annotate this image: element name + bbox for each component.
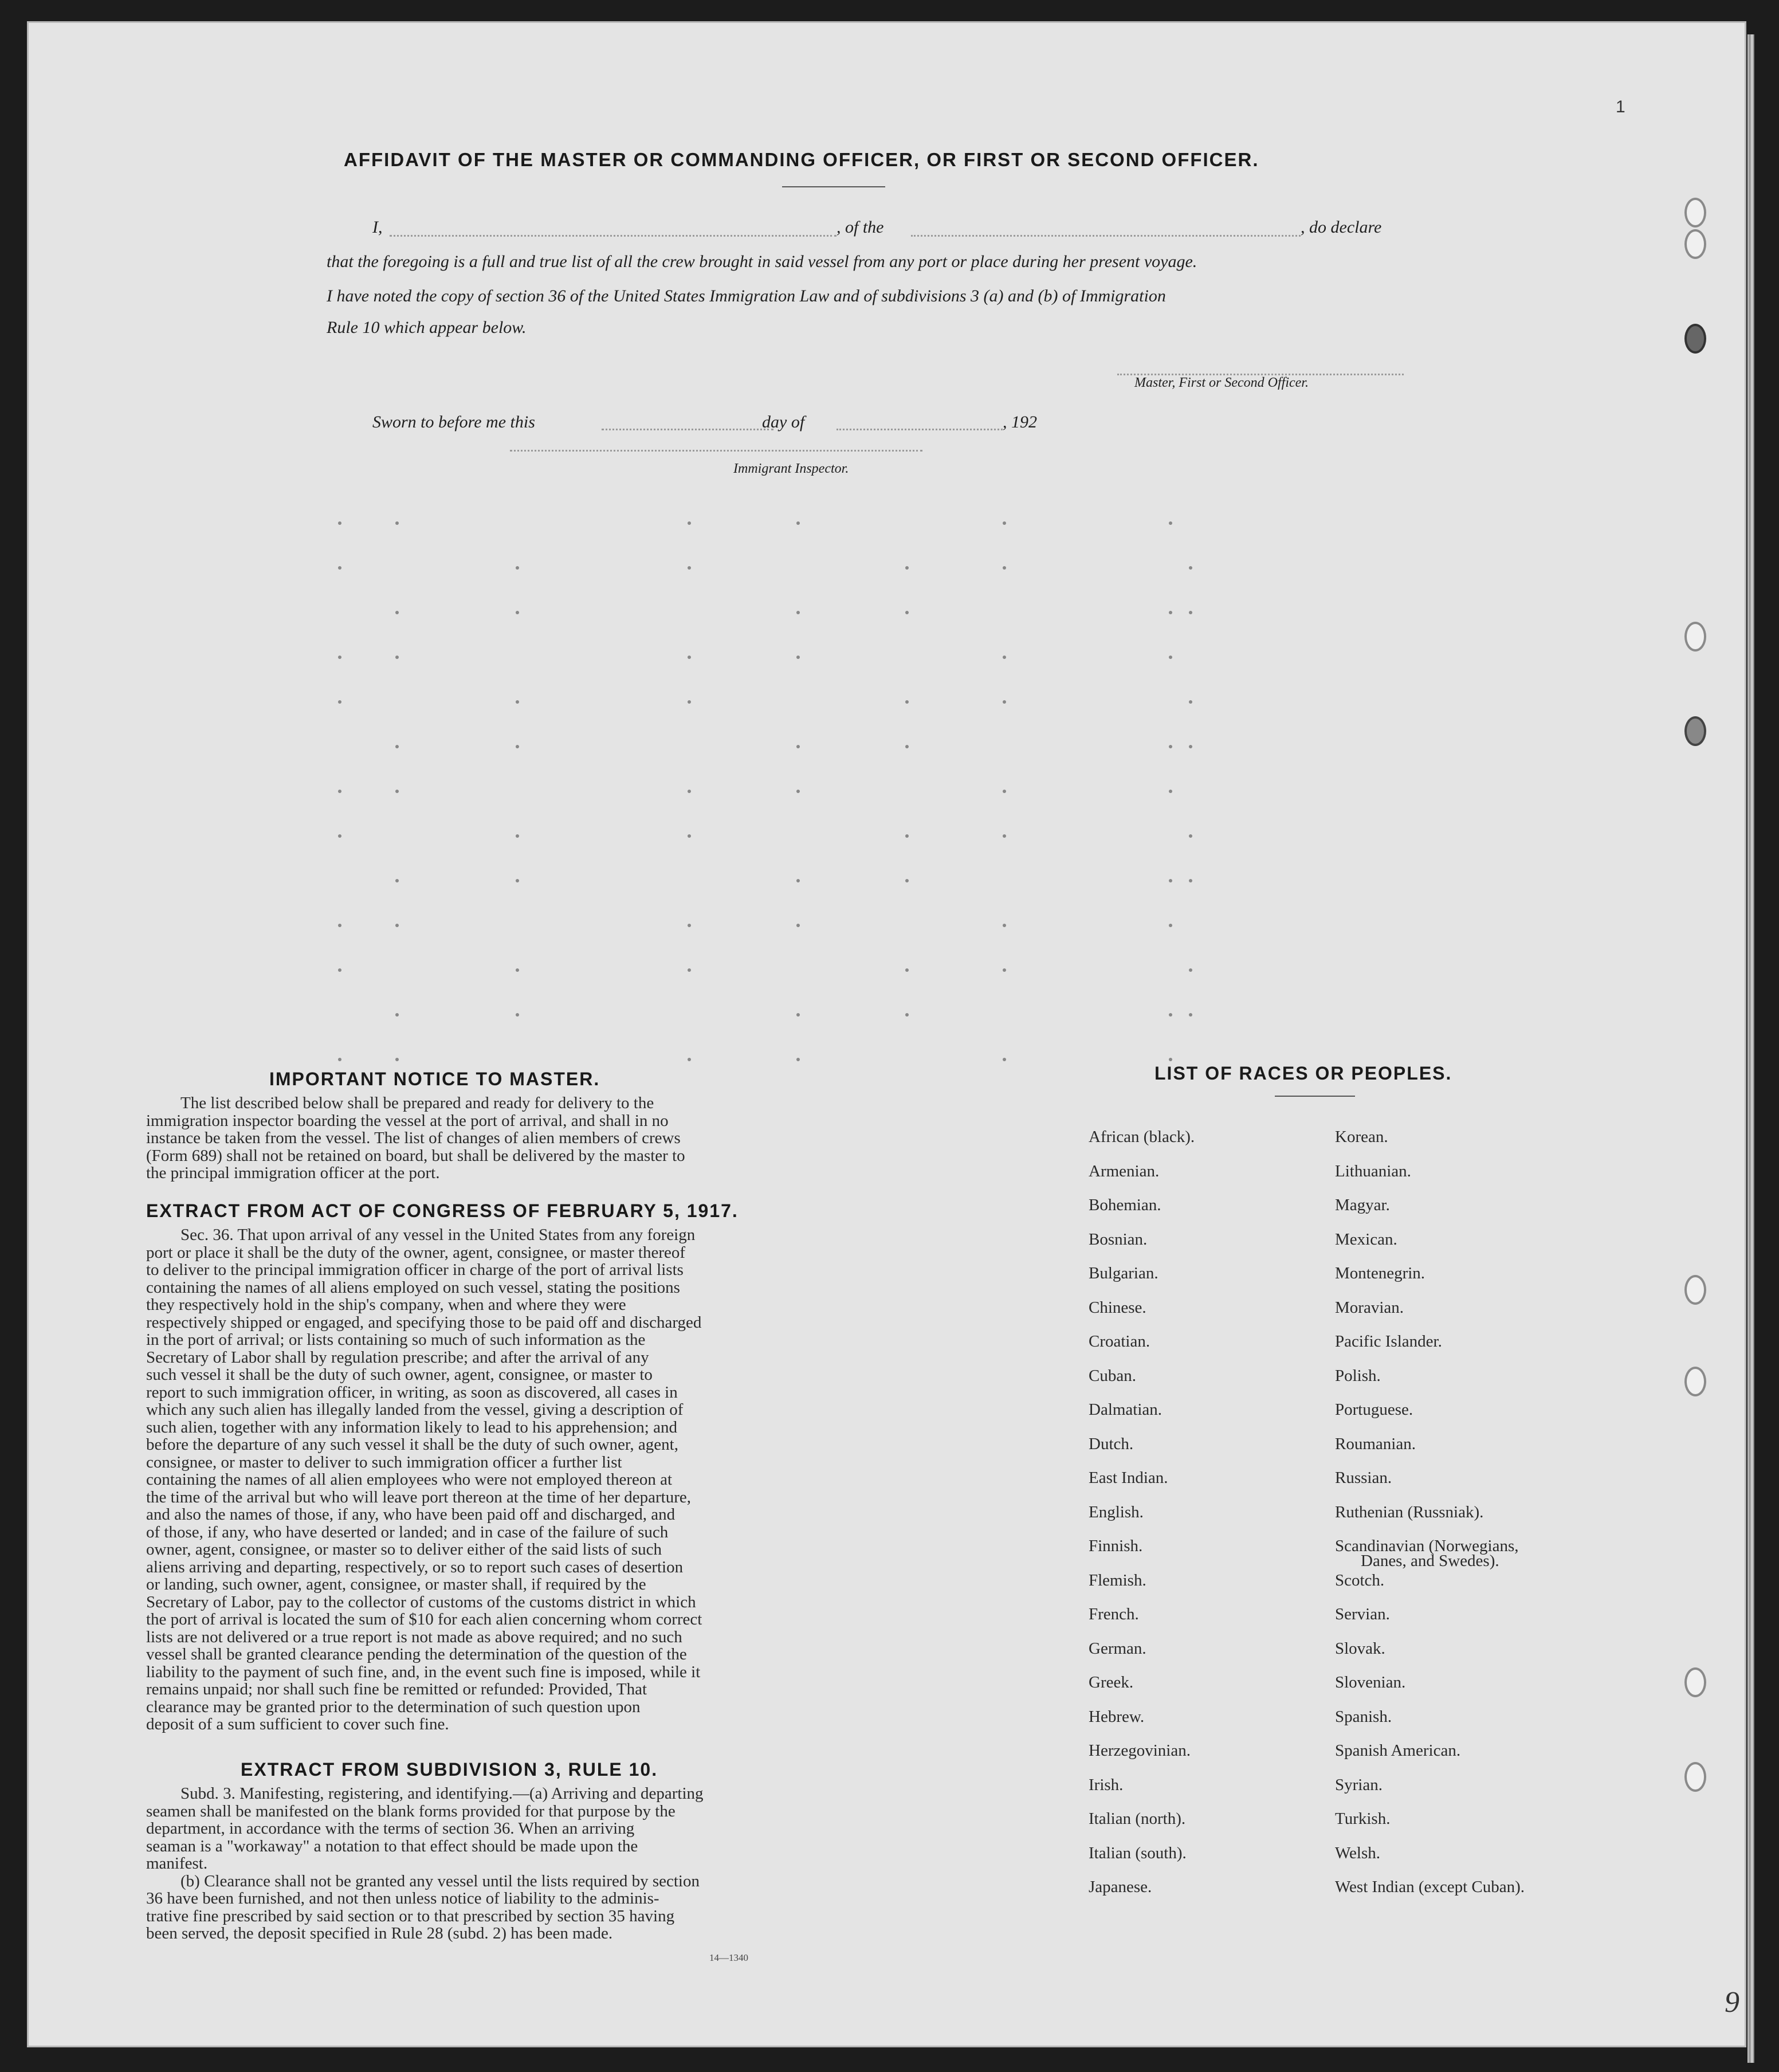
punch-hole xyxy=(1684,1667,1706,1697)
bleed-dot xyxy=(1189,834,1192,838)
bleed-dot xyxy=(796,1058,800,1061)
race-item: Roumanian. xyxy=(1335,1434,1416,1453)
bleed-dot xyxy=(1169,1013,1172,1017)
bleed-dot xyxy=(796,656,800,659)
declarant-name-field[interactable] xyxy=(390,235,837,237)
bleed-dot xyxy=(338,521,341,525)
bleed-dot xyxy=(1169,521,1172,525)
race-item: Turkish. xyxy=(1335,1810,1391,1828)
race-item: Dalmatian. xyxy=(1089,1400,1163,1419)
text-line: The list described below shall be prepared and ready for delivery to the xyxy=(180,1094,654,1112)
bleed-dot xyxy=(1189,968,1192,972)
race-item: West Indian (except Cuban). xyxy=(1335,1878,1525,1896)
punch-hole xyxy=(1684,324,1706,354)
bleed-dot xyxy=(1169,656,1172,659)
race-item: Polish. xyxy=(1335,1366,1381,1385)
punch-hole xyxy=(1684,1367,1706,1396)
text-line: 36 have been furnished, and not then unless notice of liability to the adminis- xyxy=(146,1889,659,1908)
affidavit-line4: Rule 10 which appear below. xyxy=(327,318,527,337)
bleed-dot xyxy=(905,611,909,614)
bleed-dot xyxy=(395,1058,399,1061)
bleed-dot xyxy=(516,1013,519,1017)
bleed-dot xyxy=(1169,611,1172,614)
race-item: Croatian. xyxy=(1089,1332,1150,1351)
punch-hole xyxy=(1684,198,1706,227)
race-item: Bohemian. xyxy=(1089,1196,1161,1214)
bleed-dot xyxy=(395,790,399,793)
bleed-dot xyxy=(1169,879,1172,882)
form-number: 14—1340 xyxy=(709,1952,748,1963)
race-item: German. xyxy=(1089,1639,1146,1658)
punch-hole xyxy=(1684,622,1706,652)
bleed-dot xyxy=(1003,790,1006,793)
race-item: Welsh. xyxy=(1335,1843,1381,1862)
text-line: the port of arrival is located the sum of $10 for each alien concerning whom correct xyxy=(146,1610,702,1628)
races-column-1 xyxy=(1089,1120,1195,1905)
bleed-dot xyxy=(1169,745,1172,748)
bleed-dot xyxy=(688,700,691,704)
bleed-dot xyxy=(796,924,800,927)
bleed-dot xyxy=(395,745,399,748)
text-line: trative fine prescribed by said section or to that prescribed by section 35 having xyxy=(146,1906,675,1925)
race-item: Dutch. xyxy=(1089,1434,1134,1453)
text-line: immigration inspector boarding the vessel at the port of arrival, and shall in no xyxy=(146,1111,669,1130)
text-line: the time of the arrival but who will leave port thereon at the time of her departure, xyxy=(146,1488,692,1506)
bleed-dot xyxy=(516,745,519,748)
bleed-dot xyxy=(905,745,909,748)
text-line: been served, the deposit specified in Rule 28 (subd. 2) has been made. xyxy=(146,1924,613,1942)
bleed-dot xyxy=(516,611,519,614)
race-item: Moravian. xyxy=(1335,1298,1404,1317)
bleed-dot xyxy=(1003,700,1006,704)
race-item: Scotch. xyxy=(1335,1571,1385,1590)
bleed-dot xyxy=(516,566,519,570)
text-line: respectively shipped or engaged, and specifying those to be paid off and discharged xyxy=(146,1313,702,1332)
text-line: and also the names of those, if any, who have been paid off and discharged, and xyxy=(146,1505,676,1524)
bleed-dot xyxy=(1189,611,1192,614)
bleed-dot xyxy=(1189,745,1192,748)
signature-label: Master, First or Second Officer. xyxy=(1134,375,1309,390)
race-item: Chinese. xyxy=(1089,1298,1146,1317)
text-line: lists are not delivered or a true report is not made as above required; and no such xyxy=(146,1627,682,1646)
race-item: Servian. xyxy=(1335,1605,1390,1623)
sworn-day-field[interactable] xyxy=(602,429,773,430)
race-item: English. xyxy=(1089,1502,1144,1521)
race-item: Portuguese. xyxy=(1335,1400,1413,1419)
text-line: the principal immigration officer at the port. xyxy=(146,1164,440,1182)
bleed-dot xyxy=(338,656,341,659)
text-line: clearance may be granted prior to the determination of such question upon xyxy=(146,1697,641,1716)
bleed-dot xyxy=(1189,700,1192,704)
race-item: Spanish American. xyxy=(1335,1741,1461,1760)
text-line: report to such immigration officer, in writing, as soon as discovered, all cases in xyxy=(146,1383,678,1402)
sworn-text-a: Sworn to before me this xyxy=(372,413,535,431)
bleed-dot xyxy=(688,834,691,838)
race-item: Lithuanian. xyxy=(1335,1161,1411,1180)
bleed-dot xyxy=(688,790,691,793)
race-item: Cuban. xyxy=(1089,1366,1136,1385)
bleed-dot xyxy=(338,566,341,570)
page-edge xyxy=(1747,34,1754,2063)
inspector-label: Immigrant Inspector. xyxy=(733,461,849,476)
sworn-month-field[interactable] xyxy=(837,429,1003,430)
race-item: Russian. xyxy=(1335,1469,1392,1487)
race-item: Bosnian. xyxy=(1089,1230,1148,1249)
bleed-dot xyxy=(338,1058,341,1061)
bleed-dot xyxy=(1189,566,1192,570)
form-page xyxy=(29,23,1745,2046)
affidavit-line3: I have noted the copy of section 36 of the United States Immigration Law and of subdivisions 3 (a) and (b) of Immigration xyxy=(327,287,1166,305)
bleed-dot xyxy=(1169,790,1172,793)
race-item: Syrian. xyxy=(1335,1775,1383,1794)
races-column-2 xyxy=(1335,1120,1525,1905)
race-item: Slovenian. xyxy=(1335,1673,1406,1692)
bleed-dot xyxy=(1169,924,1172,927)
bleed-dot xyxy=(516,834,519,838)
text-line: manifest. xyxy=(146,1854,208,1873)
bleed-dot xyxy=(338,790,341,793)
affidavit-line2: that the foregoing is a full and true list of all the crew brought in said vessel from any port or place during her present voyage. xyxy=(327,252,1197,271)
text-line: before the departure of any such vessel it shall be the duty of such owner, agent, xyxy=(146,1435,678,1454)
bleed-dot xyxy=(395,924,399,927)
text-line: which any such alien has illegally landed from the vessel, giving a description of xyxy=(146,1400,684,1419)
bleed-dot xyxy=(905,566,909,570)
text-line: Subd. 3. Manifesting, registering, and identifying.—(a) Arriving and departing xyxy=(180,1784,704,1803)
race-item: Irish. xyxy=(1089,1775,1124,1794)
text-line: seamen shall be manifested on the blank forms provided for that purpose by the xyxy=(146,1802,676,1820)
bleed-dot xyxy=(1189,1013,1192,1017)
bleed-dot xyxy=(516,968,519,972)
text-line: (b) Clearance shall not be granted any vessel until the lists required by section xyxy=(180,1871,700,1890)
affidavit-title: AFFIDAVIT OF THE MASTER OR COMMANDING OFFICER, OR FIRST OR SECOND OFFICER. xyxy=(344,149,1259,170)
text-line: Sec. 36. That upon arrival of any vessel in the United States from any foreign xyxy=(180,1226,696,1244)
bleed-dot xyxy=(796,611,800,614)
bleed-dot xyxy=(338,968,341,972)
bleed-dot xyxy=(395,521,399,525)
race-item: African (black). xyxy=(1089,1128,1195,1146)
extract-rule-title: EXTRACT FROM SUBDIVISION 3, RULE 10. xyxy=(241,1759,658,1780)
bleed-dot xyxy=(796,745,800,748)
bleed-dot xyxy=(688,1058,691,1061)
punch-hole xyxy=(1684,1275,1706,1305)
race-item: Spanish. xyxy=(1335,1707,1392,1726)
bleed-dot xyxy=(1003,834,1006,838)
races-title: LIST OF RACES OR PEOPLES. xyxy=(1154,1063,1452,1084)
bleed-dot xyxy=(688,521,691,525)
bleed-dot xyxy=(688,566,691,570)
bleed-dot xyxy=(1003,656,1006,659)
text-line: such alien, together with any information likely to lead to his apprehension; and xyxy=(146,1418,677,1437)
bleed-dot xyxy=(796,879,800,882)
race-item: Scandinavian (Norwegians, Danes, and Swedes). xyxy=(1335,1529,1525,1564)
race-item: Italian (south). xyxy=(1089,1843,1187,1862)
text-line: instance be taken from the vessel. The list of changes of alien members of crews xyxy=(146,1129,681,1147)
text-line: aliens arriving and departing, respectively, or so to report such cases of desertion xyxy=(146,1557,684,1576)
race-item: Pacific Islander. xyxy=(1335,1332,1442,1351)
bleed-dot xyxy=(688,656,691,659)
text-line: port or place it shall be the duty of the owner, agent, consignee, or master thereof xyxy=(146,1243,686,1262)
bleed-dot xyxy=(516,700,519,704)
bleed-dot xyxy=(796,521,800,525)
race-item: Magyar. xyxy=(1335,1196,1390,1214)
corner-mark-top: 1 xyxy=(1616,97,1625,116)
race-item: Herzegovinian. xyxy=(1089,1741,1191,1760)
notice-text xyxy=(146,1094,814,1182)
text-line: containing the names of all alien employees who were not employed thereon at xyxy=(146,1470,673,1489)
text-line: containing the names of all aliens employed on such vessel, stating the positions xyxy=(146,1278,680,1297)
bleed-dot xyxy=(796,1013,800,1017)
race-item: Japanese. xyxy=(1089,1878,1152,1896)
punch-hole xyxy=(1684,1762,1706,1792)
race-item: Armenian. xyxy=(1089,1161,1160,1180)
notice-title: IMPORTANT NOTICE TO MASTER. xyxy=(269,1069,600,1089)
bleed-dot xyxy=(905,1013,909,1017)
vessel-name-field[interactable] xyxy=(911,235,1301,237)
affidavit-line1-b: , of the xyxy=(837,218,884,237)
text-line: (Form 689) shall not be retained on board, but shall be delivered by the master to xyxy=(146,1146,685,1165)
text-line: such vessel it shall be the duty of such owner, agent, consignee, or master to xyxy=(146,1365,653,1384)
text-line: to deliver to the principal immigration officer in charge of the port of arrival lists xyxy=(146,1261,684,1279)
bleed-dot xyxy=(905,968,909,972)
race-item: French. xyxy=(1089,1605,1139,1623)
bleed-dot xyxy=(905,879,909,882)
inspector-signature-field[interactable] xyxy=(510,450,922,452)
bleed-dot xyxy=(338,834,341,838)
extract-act-title: EXTRACT FROM ACT OF CONGRESS OF FEBRUARY 5, 1917. xyxy=(146,1200,739,1221)
race-item: Ruthenian (Russniak). xyxy=(1335,1502,1484,1521)
extract-act-text xyxy=(146,1226,814,1733)
bleed-dot xyxy=(1189,879,1192,882)
races-title-rule xyxy=(1275,1096,1355,1097)
race-item: Korean. xyxy=(1335,1128,1388,1146)
bleed-dot xyxy=(905,834,909,838)
bleed-dot xyxy=(516,879,519,882)
text-line: consignee, or master to deliver to such immigration officer a further list xyxy=(146,1453,622,1471)
bleed-dot xyxy=(905,700,909,704)
sworn-text-b: day of xyxy=(762,413,805,431)
bleed-dot xyxy=(688,968,691,972)
text-line: department, in accordance with the terms of section 36. When an arriving xyxy=(146,1819,635,1838)
race-item: Greek. xyxy=(1089,1673,1134,1692)
bleed-dot xyxy=(1003,1058,1006,1061)
text-line: seaman is a "workaway" a notation to that effect should be made upon the xyxy=(146,1836,638,1855)
text-line: remains unpaid; nor shall such fine be remitted or refunded: Provided, That xyxy=(146,1680,647,1698)
punch-hole xyxy=(1684,716,1706,746)
bleed-dot xyxy=(1003,968,1006,972)
text-line: vessel shall be granted clearance pending the determination of the question of the xyxy=(146,1645,687,1663)
bleed-dot xyxy=(338,700,341,704)
bleed-dot xyxy=(1003,521,1006,525)
race-item: East Indian. xyxy=(1089,1469,1168,1487)
bleed-dot xyxy=(395,656,399,659)
text-line: in the port of arrival; or lists containing so much of such information as the xyxy=(146,1331,646,1349)
affidavit-line1-a: I, xyxy=(372,218,383,237)
bleed-dot xyxy=(338,924,341,927)
bleed-dot xyxy=(1003,924,1006,927)
text-line: Secretary of Labor, pay to the collector of customs of the customs district in which xyxy=(146,1592,696,1611)
text-line: or landing, such owner, agent, consignee, or master shall, if required by the xyxy=(146,1575,646,1594)
race-item: Bulgarian. xyxy=(1089,1264,1158,1282)
race-item: Montenegrin. xyxy=(1335,1264,1425,1282)
race-item: Finnish. xyxy=(1089,1537,1143,1555)
text-line: liability to the payment of such fine, and, in the event such fine is imposed, while it xyxy=(146,1662,701,1681)
bleed-dot xyxy=(1169,1058,1172,1061)
bleed-dot xyxy=(688,924,691,927)
text-line: Secretary of Labor shall by regulation prescribe; and after the arrival of any xyxy=(146,1348,649,1367)
bleed-dot xyxy=(395,611,399,614)
bleed-dot xyxy=(395,1013,399,1017)
text-line: deposit of a sum sufficient to cover such fine. xyxy=(146,1715,449,1733)
affidavit-line1-c: , do declare xyxy=(1301,218,1382,237)
race-item-continuation: Danes, and Swedes). xyxy=(1361,1552,1499,1570)
text-line: owner, agent, consignee, or master so to deliver either of the said lists of such xyxy=(146,1540,662,1559)
text-line: of those, if any, who have deserted or landed; and in case of the failure of such xyxy=(146,1522,669,1541)
punch-hole xyxy=(1684,229,1706,259)
title-rule xyxy=(782,186,885,187)
race-item: Hebrew. xyxy=(1089,1707,1145,1726)
race-item: Italian (north). xyxy=(1089,1810,1186,1828)
race-item: Mexican. xyxy=(1335,1230,1397,1249)
bleed-dot xyxy=(796,790,800,793)
sworn-text-c: , 192 xyxy=(1003,413,1037,431)
bleed-dot xyxy=(1003,566,1006,570)
bleed-dot xyxy=(395,879,399,882)
race-item: Flemish. xyxy=(1089,1571,1146,1590)
extract-rule-text xyxy=(146,1785,814,1942)
race-item: Slovak. xyxy=(1335,1639,1385,1658)
text-line: they respectively hold in the ship's company, when and where they were xyxy=(146,1296,626,1314)
corner-mark-bottom: 9 xyxy=(1725,1986,1739,2019)
